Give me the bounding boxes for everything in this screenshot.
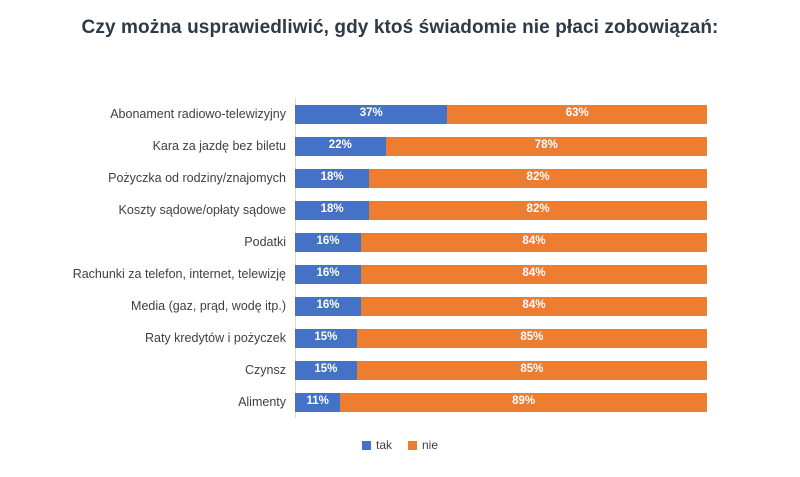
bar-segment-tak[interactable] [295,393,340,412]
bar-value-label: 84% [522,267,546,280]
bar-track [295,233,707,252]
bar-segment-tak[interactable] [295,201,369,220]
bar-track [295,297,707,316]
bar-value-label: 15% [314,331,338,344]
bar-row [0,322,800,354]
bar-segment-nie[interactable] [369,169,707,188]
bar-value-label: 22% [328,139,352,152]
bar-value-label: 11% [306,395,329,408]
bar-value-label: 85% [520,363,544,376]
bar-segment-nie[interactable] [369,201,707,220]
bar-value-label: 18% [320,203,344,216]
bar-segment-nie[interactable] [361,265,707,284]
bar-segment-nie[interactable] [340,393,707,412]
bar-value-label: 82% [526,203,550,216]
legend-label-tak: tak [375,438,392,452]
bar-value-label: 89% [512,395,536,408]
category-label: Alimenty [238,395,286,409]
bar-value-label: 84% [522,299,546,312]
bar-segment-nie[interactable] [386,137,707,156]
bar-track [295,105,707,124]
bar-segment-tak[interactable] [295,265,361,284]
bar-value-label: 85% [520,331,544,344]
bar-segment-nie[interactable] [361,233,707,252]
bar-rows [0,98,800,418]
bar-track [295,393,707,412]
bar-value-label: 16% [316,235,340,248]
bar-segment-tak[interactable] [295,329,357,348]
bar-row [0,386,800,418]
bar-segment-tak[interactable] [295,297,361,316]
legend-label-nie: nie [422,438,439,452]
category-label: Czynsz [245,363,286,377]
category-label: Abonament radiowo-telewizyjny [110,107,286,121]
bar-track [295,361,707,380]
bar-row [0,226,800,258]
category-label: Pożyczka od rodziny/znajomych [108,171,286,185]
legend-swatch-icon-tak [362,441,371,450]
bar-value-label: 78% [534,139,558,152]
bar-value-label: 82% [526,171,550,184]
legend-swatch-icon-nie [408,441,417,450]
bar-track [295,137,707,156]
bar-segment-nie[interactable] [447,105,707,124]
bar-segment-nie[interactable] [357,361,707,380]
bar-track [295,265,707,284]
category-label: Rachunki za telefon, internet, telewizję [72,267,286,281]
bar-row [0,130,800,162]
bar-segment-tak[interactable] [295,105,447,124]
bar-track [295,201,707,220]
legend-item-nie[interactable] [408,438,438,452]
bar-value-label: 63% [565,107,589,120]
bar-segment-nie[interactable] [361,297,707,316]
category-label: Kara za jazdę bez biletu [152,139,286,153]
category-label: Koszty sądowe/opłaty sądowe [118,203,286,217]
bar-row [0,354,800,386]
bar-segment-tak[interactable] [295,361,357,380]
bar-value-label: 16% [316,299,340,312]
bar-track [295,169,707,188]
bar-segment-tak[interactable] [295,137,386,156]
bar-segment-tak[interactable] [295,169,369,188]
category-label: Podatki [244,235,286,249]
bar-value-label: 18% [320,171,344,184]
bar-value-label: 37% [359,107,383,120]
chart-title: Czy można usprawiedliwić, gdy ktoś świadomie nie płaci zobowiązań: [81,17,719,38]
category-label: Raty kredytów i pożyczek [144,331,286,345]
bar-segment-tak[interactable] [295,233,361,252]
chart-legend [0,438,800,452]
bar-value-label: 15% [314,363,338,376]
plot-area [0,98,800,418]
bar-row [0,162,800,194]
bar-row [0,258,800,290]
bar-track [295,329,707,348]
bar-row [0,98,800,130]
bar-value-label: 16% [316,267,340,280]
bar-value-label: 84% [522,235,546,248]
bar-segment-nie[interactable] [357,329,707,348]
bar-row [0,290,800,322]
bar-row [0,194,800,226]
category-label: Media (gaz, prąd, wodę itp.) [131,299,286,313]
legend-item-tak[interactable] [362,438,392,452]
